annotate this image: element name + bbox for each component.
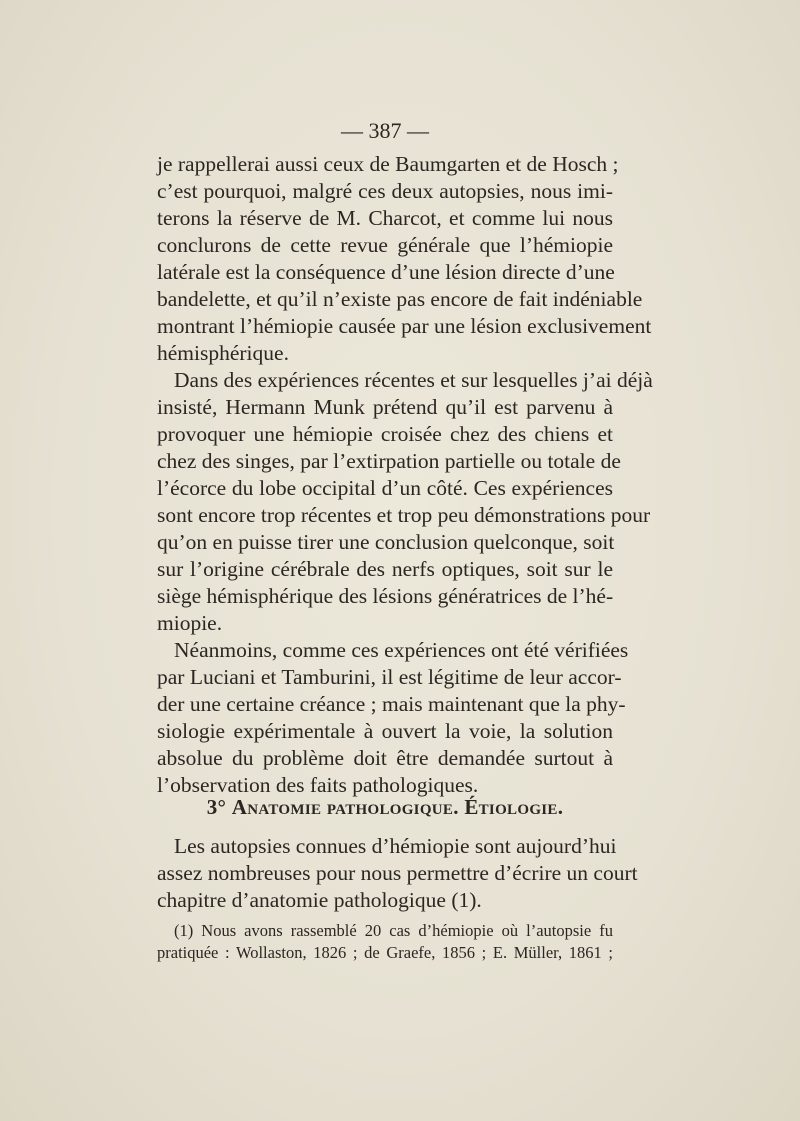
text-line: c’est pourquoi, malgré ces deux autopsies, nous imi- (157, 179, 613, 203)
page-number: — 387 — (341, 118, 429, 143)
text-line: miopie. (157, 611, 223, 635)
text-line: chez des singes, par l’extirpation partielle ou totale de (157, 449, 621, 473)
text-line: absolue du problème doit être demandée surtout à (157, 746, 613, 770)
text-line: siège hémisphérique des lésions génératrices de l’hé- (157, 584, 614, 608)
text-line: Les autopsies connues d’hémiopie sont aujourd’hui (174, 834, 617, 858)
text-line: terons la réserve de M. Charcot, et comme lui nous (157, 206, 613, 230)
text-line: Dans des expériences récentes et sur lesquelles j’ai déjà (174, 368, 653, 392)
text-line: chapitre d’anatomie pathologique (1). (157, 888, 482, 912)
text-line: hémisphérique. (157, 341, 289, 365)
text-line: sont encore trop récentes et trop peu démonstrations pour (157, 503, 651, 527)
text-line: l’observation des faits pathologiques. (157, 773, 479, 797)
text-line: l’écorce du lobe occipital d’un côté. Ces expériences (157, 476, 613, 500)
footnote-line: (1) Nous avons rassemblé 20 cas d’hémiopie où l’autopsie fu (174, 921, 613, 940)
section-title: Anatomie pathologique. Étiologie. (231, 795, 564, 819)
text-line: latérale est la conséquence d’une lésion directe d’une (157, 260, 615, 284)
text-line: siologie expérimentale à ouvert la voie, la solution (157, 719, 613, 743)
footnote-line: pratiquée : Wollaston, 1826 ; de Graefe, 1856 ; E. Müller, 1861 ; (157, 943, 613, 962)
section-heading (157, 794, 613, 821)
text-line: assez nombreuses pour nous permettre d’écrire un court (157, 861, 638, 885)
text-line: insisté, Hermann Munk prétend qu’il est parvenu à (157, 395, 613, 419)
text-line: montrant l’hémiopie causée par une lésion exclusivement (157, 314, 652, 338)
text-line: je rappellerai aussi ceux de Baumgarten et de Hosch ; (157, 152, 619, 176)
text-line: conclurons de cette revue générale que l’hémiopie (157, 233, 613, 257)
text-line: der une certaine créance ; mais maintenant que la phy- (157, 692, 626, 716)
text-line: provoquer une hémiopie croisée chez des chiens et (157, 422, 613, 446)
text-line: Néanmoins, comme ces expériences ont été vérifiées (174, 638, 629, 662)
section-number: 3° (206, 795, 227, 819)
text-line: bandelette, et qu’il n’existe pas encore de fait indéniable (157, 287, 643, 311)
text-line: sur l’origine cérébrale des nerfs optiques, soit sur le (157, 557, 613, 581)
text-line: qu’on en puisse tirer une conclusion quelconque, soit (157, 530, 615, 554)
text-line: par Luciani et Tamburini, il est légitime de leur accor- (157, 665, 622, 689)
